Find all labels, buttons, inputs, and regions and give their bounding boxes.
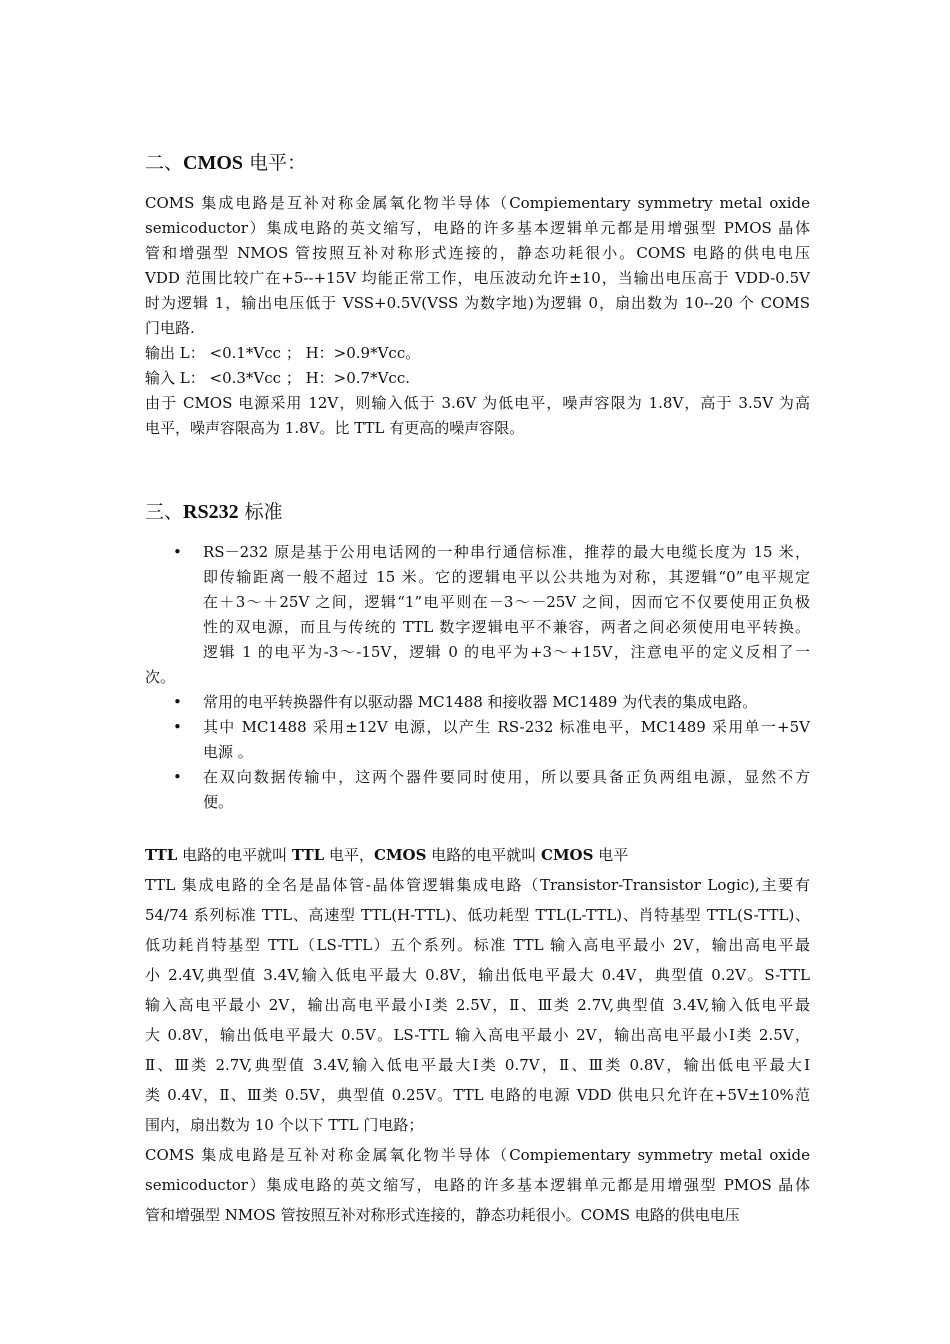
- bullet-text-line: 便。: [203, 793, 234, 811]
- heading-bold: RS232: [183, 501, 239, 523]
- noise-line: 电平，噪声容限高为 1.8V。比 TTL 有更高的噪声容限。: [145, 419, 525, 437]
- cmos-term: CMOS: [374, 846, 427, 864]
- bullet-marker: •: [173, 718, 182, 736]
- bullet-marker: •: [173, 693, 182, 711]
- ttl-title-text: 电路的电平就叫: [426, 846, 542, 864]
- bullet-marker: •: [173, 768, 182, 786]
- ttl-term: TTL: [291, 846, 325, 864]
- output-level-line: 输出 L： <0.1*Vcc ； H：>0.9*Vcc。: [145, 344, 421, 362]
- heading-bold: CMOS: [183, 152, 244, 174]
- ttl-title-text: 电路的电平就叫: [177, 846, 292, 864]
- noise-line: 由于 CMOS 电源采用 12V，则输入低于 3.6V 为低电平，噪声容限为 1.8V，高于 3.5V 为高: [145, 394, 810, 412]
- ttl-paragraph-line: 大 0.8V，输出低电平最大 0.5V。LS-TTL 输入高电平最小 2V，输出高电平最小Ⅰ类 2.5V，: [145, 1026, 810, 1044]
- paragraph-line: 时为逻辑 1，输出电压低于 VSS+0.5V(VSS 为数字地)为逻辑 0，扇出数为 10--20 个 COMS: [145, 294, 810, 312]
- bullet-text-line: 性的双电源，而且与传统的 TTL 数字逻辑电平不兼容，两者之间必须使用电平转换。: [203, 618, 810, 636]
- section-heading-cmos: [145, 148, 306, 175]
- ttl-paragraph-line: 54/74 系列标准 TTL、高速型 TTL(H-TTL)、低功耗型 TTL(L-TTL)、肖特基型 TTL(S-TTL)、: [145, 906, 810, 924]
- heading-rest: 标准: [244, 501, 283, 523]
- cmos-paragraph-line: COMS 集成电路是互补对称金属氧化物半导体（Compiementary symmetry metal oxide: [145, 1146, 810, 1164]
- bullet-text-line: 在双向数据传输中，这两个器件要同时使用，所以要具备正负两组电源，显然不方: [203, 768, 810, 786]
- heading-number: 三、: [145, 501, 184, 523]
- paragraph-line: 管和增强型 NMOS 管按照互补对称形式连接的，静态功耗很小。COMS 电路的供电电压: [145, 244, 810, 262]
- bullet-text-line: 其中 MC1488 采用±12V 电源，以产生 RS-232 标准电平，MC1489 采用单一+5V: [203, 718, 810, 736]
- bullet-text-line: RS－232 原是基于公用电话网的一种串行通信标准，推荐的最大电缆长度为 15 米，: [203, 543, 810, 561]
- section-heading-rs232: [145, 497, 283, 524]
- ttl-title-text: 电平: [593, 846, 629, 864]
- cmos-paragraph-line: 管和增强型 NMOS 管按照互补对称形式连接的，静态功耗很小。COMS 电路的供电电压: [145, 1206, 740, 1224]
- ttl-paragraph-line: 小 2.4V,典型值 3.4V,输入低电平最大 0.8V，输出低电平最大 0.4V，典型值 0.2V。S-TTL: [145, 966, 810, 984]
- bullet-text-line: 电源 。: [203, 743, 253, 761]
- paragraph-line: COMS 集成电路是互补对称金属氧化物半导体（Compiementary symmetry metal oxide: [145, 194, 810, 212]
- input-level-line: 输入 L： <0.3*Vcc ； H：>0.7*Vcc.: [145, 369, 410, 387]
- ttl-paragraph-line: 围内，扇出数为 10 个以下 TTL 门电路；: [145, 1116, 424, 1134]
- bullet-text-line: 即传输距离一般不超过 15 米。它的逻辑电平以公共地为对称，其逻辑“0”电平规定: [203, 568, 810, 586]
- bullet-text-line: 逻辑 1 的电平为-3～-15V，逻辑 0 的电平为+3～+15V，注意电平的定义反相了一: [203, 643, 810, 661]
- ttl-paragraph-line: 低功耗肖特基型 TTL（LS-TTL）五个系列。标准 TTL 输入高电平最小 2V，输出高电平最: [145, 936, 810, 954]
- paragraph-line: semicoductor）集成电路的英文缩写，电路的许多基本逻辑单元都是用增强型 PMOS 晶体: [145, 219, 810, 237]
- paragraph-line: VDD 范围比较广在+5--+15V 均能正常工作，电压波动允许±10，当输出电压高于 VDD-0.5V: [145, 269, 810, 287]
- heading-number: 二、: [145, 152, 184, 174]
- cmos-term: CMOS: [541, 846, 594, 864]
- bullet-text-line: 常用的电平转换器件有以驱动器 MC1488 和接收器 MC1489 为代表的集成电路。: [203, 693, 758, 711]
- bullet-marker: •: [173, 543, 182, 561]
- ttl-paragraph-line: 输入高电平最小 2V，输出高电平最小Ⅰ类 2.5V，Ⅱ、Ⅲ类 2.7V,典型值 3.4V,输入低电平最: [145, 996, 810, 1014]
- cmos-paragraph-line: semicoductor）集成电路的英文缩写，电路的许多基本逻辑单元都是用增强型 PMOS 晶体: [145, 1176, 810, 1194]
- heading-rest: 电平：: [249, 152, 307, 174]
- ttl-paragraph-line: Ⅱ、Ⅲ类 2.7V,典型值 3.4V,输入低电平最大Ⅰ类 0.7V，Ⅱ、Ⅲ类 0.8V，输出低电平最大Ⅰ: [145, 1056, 810, 1074]
- bullet-text-tail: 次。: [145, 668, 176, 686]
- ttl-term: TTL: [145, 846, 178, 864]
- ttl-paragraph-line: TTL 集成电路的全名是晶体管-晶体管逻辑集成电路（Transistor-Transistor Logic),主要有: [145, 876, 810, 894]
- ttl-paragraph-line: 类 0.4V，Ⅱ、Ⅲ类 0.5V，典型值 0.25V。TTL 电路的电源 VDD 供电只允许在+5V±10%范: [145, 1086, 810, 1104]
- paragraph-line: 门电路.: [145, 319, 195, 337]
- ttl-title-line: [145, 845, 810, 865]
- ttl-title-text: 电平，: [324, 846, 375, 864]
- bullet-text-line: 在＋3～＋25V 之间，逻辑“1”电平则在－3～－25V 之间，因而它不仅要使用正负极: [203, 593, 810, 611]
